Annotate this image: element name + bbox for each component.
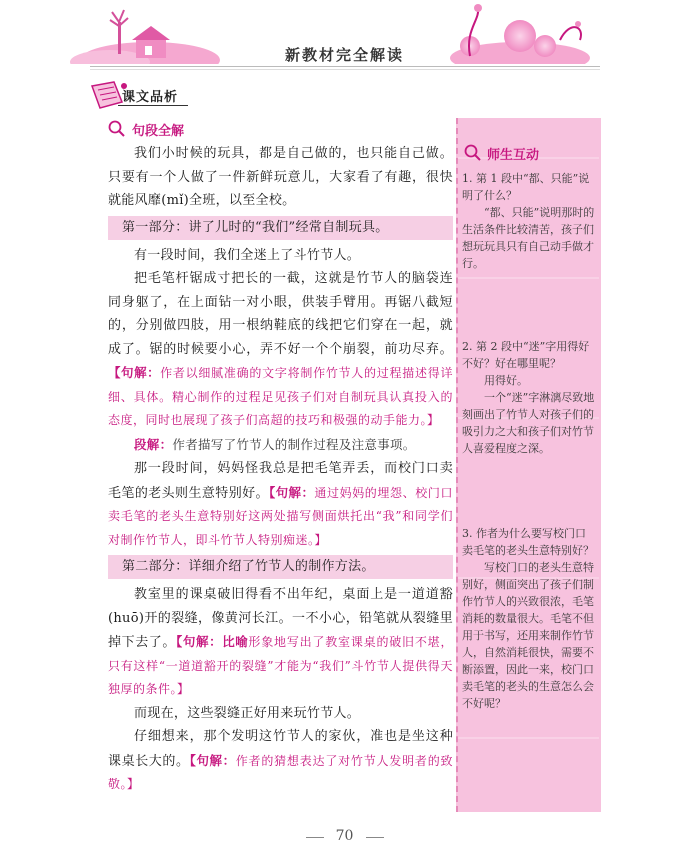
question-2: 2. 第 2 段中“迷”字用得好不好？好在哪里呢？ — [462, 340, 590, 370]
duan-text: 作者描写了竹节人的制作过程及注意事项。 — [172, 436, 416, 452]
side-heading — [464, 140, 595, 166]
header-title: 新教材完全解读 — [284, 46, 404, 64]
side-heading-label: 师生互动 — [487, 147, 540, 163]
note-2-tag: 【句解： — [268, 484, 315, 500]
header-divider — [90, 66, 600, 67]
note-4-tag: 【句解： — [189, 752, 236, 768]
answer-2-lead: 用得好。 — [484, 374, 528, 387]
paragraph-5 — [108, 583, 453, 702]
note-1-tag: 【句解： — [108, 365, 161, 380]
main-column — [108, 116, 453, 797]
note-3-tag: 【句解：比喻 — [176, 634, 249, 649]
section-title: 课文品析 — [122, 90, 179, 105]
paragraph-1: 我们小时候的玩具，都是自己做的，也只能自己做。只要有一个人做了一件新鲜玩意儿，大家看了有趣，很快就能风靡(mǐ)全班，以至全校。 — [108, 146, 453, 208]
paragraph-7-text: 仔细想来，那个发明这竹节人的家伙，准也是坐这种课桌长大的。 — [108, 729, 453, 769]
side-column — [462, 140, 595, 712]
paragraph-2: 有一段时间，我们全迷上了斗竹节人。 — [134, 247, 361, 263]
question-1: 1. 第 1 段中“都、只能”说明了什么？ — [462, 172, 590, 202]
answer-3: 写校门口的老头生意特别好，侧面突出了孩子们制作竹节人的兴致很浓，毛笔消耗的数量很大。毛笔不但用于书写，还用来制作竹节人，自然消耗很快，需要不断添置，因此一来，校门口卖毛笔的老头的生意怎么会不好呢？ — [462, 561, 594, 710]
answer-2: 一个“迷”字淋漓尽致地刻画出了竹节人对孩子们的吸引力之大和孩子们对竹节人喜爱程度之深。 — [462, 391, 595, 455]
answer-1: “都、只能”说明那时的生活条件比较清苦，孩子们想玩玩具只有自己动手做才行。 — [462, 206, 595, 270]
note-3-text: 形象地写出了教室课桌的破旧不堪，只有这样“一道道豁开的裂缝”才能为“我们”斗竹节人提供得天独厚的条件。】 — [108, 635, 453, 696]
magnifier-icon — [464, 144, 482, 162]
note-4-text: 作者的猜想表达了对竹节人发明者的致敬。】 — [108, 753, 453, 791]
section-underline — [118, 105, 188, 106]
note-2-text: 通过妈妈的埋怨、校门口卖毛笔的老头生意特别好这两处描写侧面烘托出“我”和同学们对制作竹节人，即斗竹节人特别痴迷。】 — [108, 485, 453, 547]
note-1-text: 作者以细腻准确的文字将制作竹节人的过程描述得详细、具体。精心制作的过程足见孩子们对自制玩具认真投入的态度，同时也展现了孩子们高超的技巧和极强的动手能力。】 — [108, 366, 453, 427]
footer-dash-right — [366, 837, 384, 838]
paragraph-4 — [108, 457, 453, 552]
page-number: 70 — [335, 828, 354, 844]
paragraph-6: 而现在，这些裂缝正好用来玩竹节人。 — [134, 705, 361, 721]
magnifier-icon — [108, 120, 126, 138]
header-divider-thin — [90, 69, 600, 70]
question-3: 3. 作者为什么要写校门口卖毛笔的老头生意特别好？ — [462, 527, 594, 557]
paragraph-duan — [108, 433, 453, 458]
paragraph-3-text: 把毛笔杆锯成寸把长的一截，这就是竹节人的脑袋连同身躯了，在上面钻一对小眼，供装手臂用。再锯八截短的，分别做四肢，用一根纳鞋底的线把它们穿在一起，就成了。锯的时候要小心，弄不好一个个崩裂，前功尽弃。 — [108, 271, 453, 357]
part-summary-1: 第一部分：讲了儿时的“我们”经常自制玩具。 — [108, 216, 453, 240]
paragraph-4-text: 那一段时间，妈妈怪我总是把毛笔弄丢，而校门口卖毛笔的老头则生意特别好。 — [108, 461, 453, 501]
sub-heading-label: 句段全解 — [132, 123, 185, 139]
paragraph-3 — [108, 267, 453, 433]
paragraph-5-text: 教室里的课桌破旧得看不出年纪，桌面上是一道道豁(huō)开的裂缝，像黄河长江。一不小心，铅笔就从裂缝里掉下去了。 — [108, 587, 453, 650]
duan-tag: 段解： — [134, 436, 173, 452]
paragraph-7 — [108, 725, 453, 797]
sub-heading — [108, 116, 453, 142]
part-summary-2: 第二部分：详细介绍了竹节人的制作方法。 — [108, 555, 453, 579]
